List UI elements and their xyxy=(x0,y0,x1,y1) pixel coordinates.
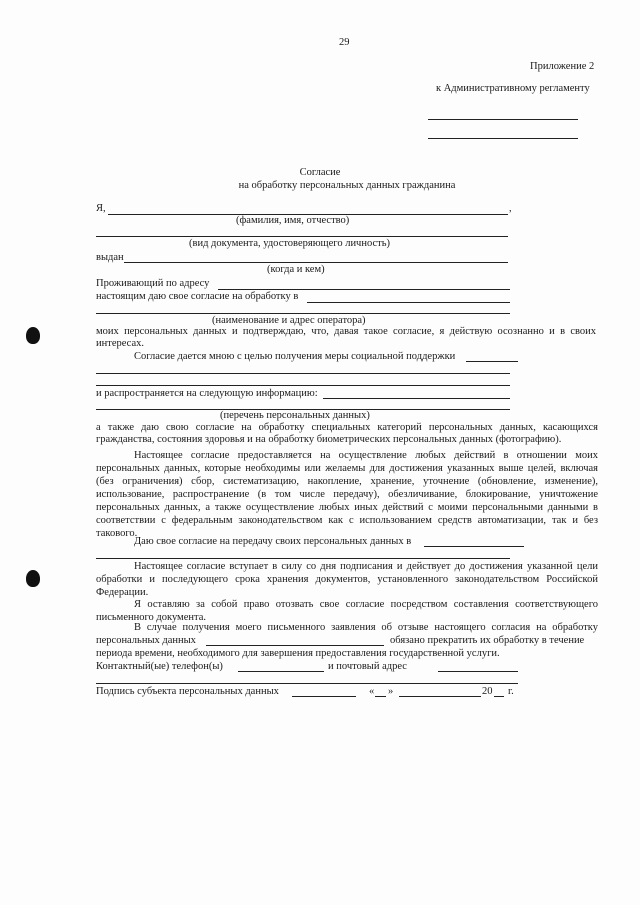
i-prefix: Я, xyxy=(96,203,106,214)
transfer-field-line-2[interactable] xyxy=(96,558,510,559)
hole-punch-mark xyxy=(26,570,40,587)
document-caption: (вид документа, удостоверяющего личность) xyxy=(189,238,391,249)
operator-caption: (наименование и адрес оператора) xyxy=(212,315,366,326)
paragraph-2-line-2: гражданства, состояния здоровья и на обработку биометрических персональных данных (фотографию). xyxy=(96,434,562,445)
paragraph-6-line-2b: обязано прекратить их обработку в течение xyxy=(390,635,585,646)
signature-field[interactable] xyxy=(292,696,356,697)
paragraph-3-line-1: Настоящее согласие предоставляется на осуществление любых действий в отношении моих xyxy=(134,450,598,461)
address-field[interactable] xyxy=(218,289,510,290)
paragraph-4-line-3: Федерации. xyxy=(96,587,149,598)
appendix-blank-line-1 xyxy=(428,119,578,120)
paragraph-3-line-7: такового. xyxy=(96,528,138,539)
paragraph-5-line-2: письменного документа. xyxy=(96,612,206,623)
paragraph-6-line-1: В случае получения моего письменного заявления об отзыве настоящего согласия на обработку xyxy=(134,622,598,633)
paragraph-4-line-2: обработки и последующего срока хранения документов, установленного законодательством Российской xyxy=(96,574,598,585)
email-field[interactable] xyxy=(438,671,518,672)
operator-field[interactable] xyxy=(307,302,510,303)
signature-label: Подпись субъекта персональных данных xyxy=(96,686,279,697)
phone-label: Контактный(ые) телефон(ы) xyxy=(96,661,223,672)
purpose-field[interactable] xyxy=(466,361,518,362)
phone-field[interactable] xyxy=(238,671,324,672)
paragraph-6-line-3: периода времени, необходимого для завершения предоставления государственной услуги. xyxy=(96,648,500,659)
year-suffix: г. xyxy=(508,686,514,697)
operator-name-field[interactable] xyxy=(206,645,384,646)
paragraph-3-line-6: соответствии с федеральным законодательством как с использованием средств автоматизации, так и без xyxy=(96,515,598,526)
date-year-field[interactable] xyxy=(494,696,504,697)
page-number: 29 xyxy=(339,37,350,48)
address-label: Проживающий по адресу xyxy=(96,278,210,289)
transfer-label: Даю свое согласие на передачу своих персональных данных в xyxy=(134,536,412,547)
date-month-field[interactable] xyxy=(399,696,481,697)
issued-caption: (когда и кем) xyxy=(267,264,325,275)
appendix-blank-line-2 xyxy=(428,138,578,139)
paragraph-6-line-2a: персональных данных xyxy=(96,635,196,646)
paragraph-3-line-3: (без ограничения) сбор, систематизацию, накопление, хранение, уточнение (обновление, изменение), xyxy=(96,476,598,487)
paragraph-3-line-5: персональных данных, а также осуществление любых иных действий с моими персональными данными в xyxy=(96,502,598,513)
fio-caption: (фамилия, имя, отчество) xyxy=(236,215,350,226)
extends-label: и распространяется на следующую информацию: xyxy=(96,388,318,399)
paragraph-4-line-1: Настоящее согласие вступает в силу со дня подписания и действует до достижения указанной цели xyxy=(134,561,598,572)
hole-punch-mark xyxy=(26,327,40,344)
i-suffix: , xyxy=(509,203,512,214)
purpose-field-line-3[interactable] xyxy=(96,385,510,386)
paragraph-5-line-1: Я оставляю за собой право отозвать свое согласие посредством составления соответствующего xyxy=(134,599,598,610)
date-close-quote: » xyxy=(388,686,394,697)
consent-to-label: настоящим даю свое согласие на обработку в xyxy=(96,291,299,302)
date-open-quote: « xyxy=(369,686,375,697)
issued-label: выдан xyxy=(96,252,124,263)
document-field[interactable] xyxy=(96,236,508,237)
transfer-field[interactable] xyxy=(424,546,524,547)
issued-field[interactable] xyxy=(124,262,508,263)
data-list-field[interactable] xyxy=(323,398,510,399)
document-title: Согласие xyxy=(299,167,341,178)
year-prefix: 20 xyxy=(482,686,493,697)
paragraph-1-line-1: моих персональных данных и подтверждаю, что, давая такое согласие, я действую осознанно и в своих xyxy=(96,326,596,337)
email-label: и почтовый адрес xyxy=(328,661,407,672)
date-day-field[interactable] xyxy=(375,696,386,697)
data-list-caption: (перечень персональных данных) xyxy=(220,410,370,421)
appendix-subtitle: к Административному регламенту xyxy=(436,83,590,94)
appendix-title: Приложение 2 xyxy=(530,61,595,72)
document-subtitle: на обработку персональных данных гражданина xyxy=(238,180,456,191)
paragraph-3-line-4: использование, распространение (в том числе передачу), обезличивание, блокирование, уничтожение xyxy=(96,489,598,500)
contacts-field-line-2[interactable] xyxy=(96,683,518,684)
paragraph-2-line-1: а также даю свою согласие на обработку специальных категорий персональных данных, касающихся xyxy=(96,422,598,433)
operator-field-line-2[interactable] xyxy=(96,313,510,314)
paragraph-1-line-2: интересах. xyxy=(96,338,144,349)
purpose-label: Согласие дается мною с целью получения меры социальной поддержки xyxy=(134,351,456,362)
paragraph-3-line-2: персональных данных, которые необходимы или желаемы для достижения указанных выше целей, включая xyxy=(96,463,598,474)
purpose-field-line-2[interactable] xyxy=(96,373,510,374)
